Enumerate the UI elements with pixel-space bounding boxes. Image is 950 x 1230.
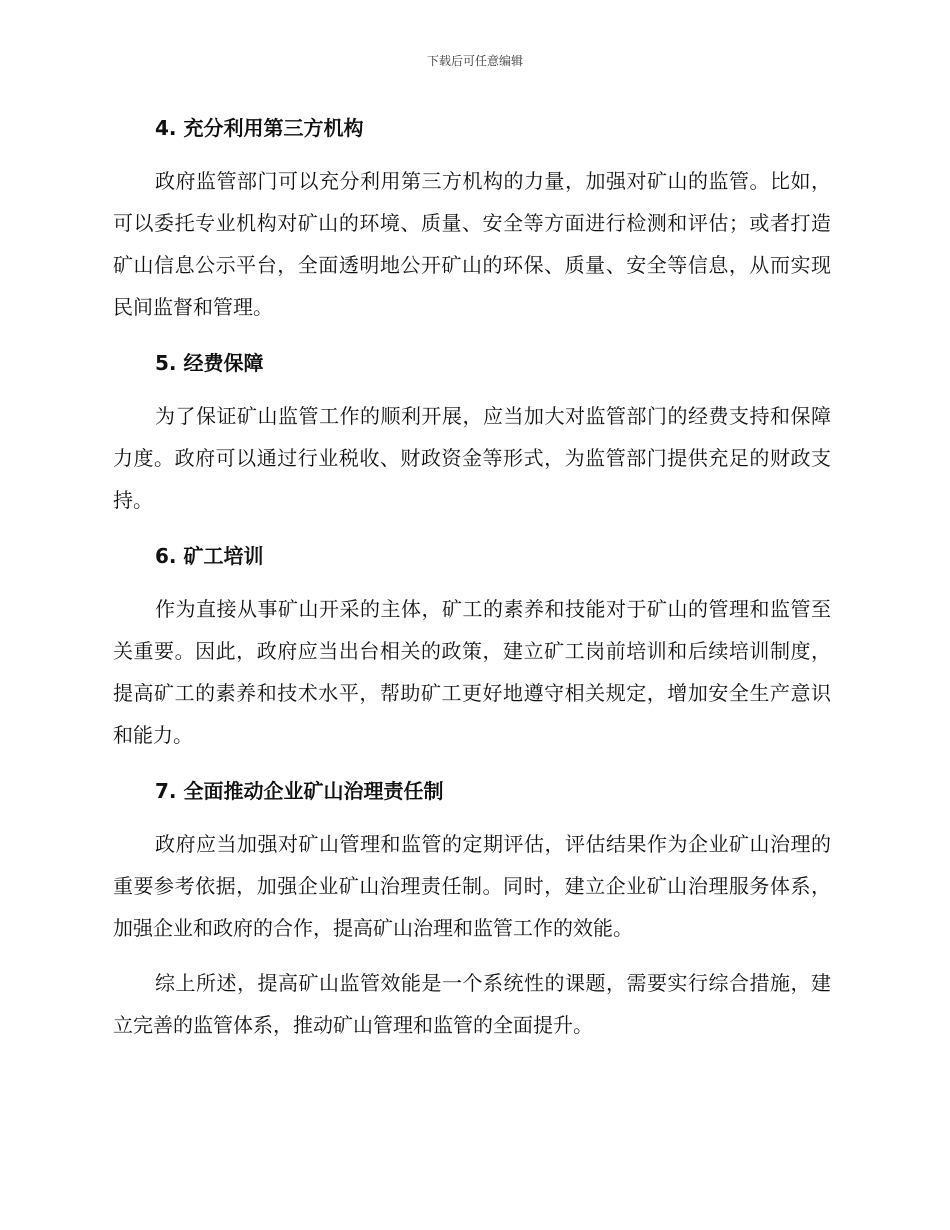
section-paragraph-4: 政府监管部门可以充分利用第三方机构的力量，加强对矿山的监管。比如，可以委托专业机构对矿山的环境、质量、安全等方面进行检测和评估；或者打造矿山信息公示平台，全面透明地公开矿山的环保、质量、安全等信息，从而实现民间监督和管理。 <box>113 169 831 319</box>
section-paragraph-6: 作为直接从事矿山开采的主体，矿工的素养和技能对于矿山的管理和监管至关重要。因此，政府应当出台相关的政策，建立矿工岗前培训和后续培训制度，提高矿工的素养和技术水平，帮助矿工更好地遵守相关规定，增加安全生产意识和能力。 <box>113 597 831 747</box>
section-heading-4: 4. 充分利用第三方机构 <box>155 116 364 140</box>
section-paragraph-5: 为了保证矿山监管工作的顺利开展，应当加大对监管部门的经费支持和保障力度。政府可以通过行业税收、财政资金等形式，为监管部门提供充足的财政支持。 <box>113 404 831 512</box>
section-heading-5: 5. 经费保障 <box>155 351 264 375</box>
section-heading-7: 7. 全面推动企业矿山治理责任制 <box>155 779 444 803</box>
page-header: 下载后可任意编辑 <box>426 54 523 68</box>
document-body <box>113 106 831 1046</box>
section-paragraph-7: 政府应当加强对矿山管理和监管的定期评估，评估结果作为企业矿山治理的重要参考依据，加强企业矿山治理责任制。同时，建立企业矿山治理服务体系，加强企业和政府的合作，提高矿山治理和监管工作的效能。 <box>113 832 831 940</box>
conclusion-paragraph: 综上所述，提高矿山监管效能是一个系统性的课题，需要实行综合措施，建立完善的监管体系，推动矿山管理和监管的全面提升。 <box>113 971 831 1037</box>
section-heading-6: 6. 矿工培训 <box>155 544 264 568</box>
